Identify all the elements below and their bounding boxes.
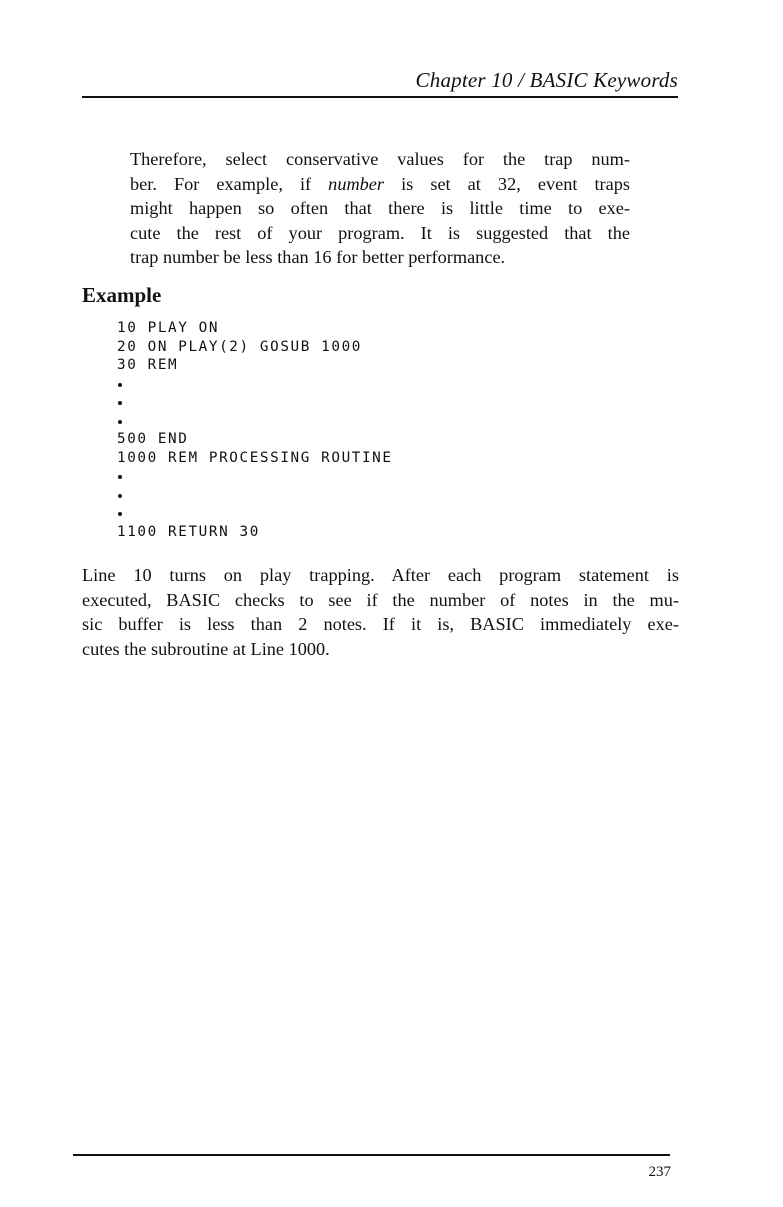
intro-paragraph: [130, 147, 630, 270]
running-head: [82, 66, 678, 98]
ellipsis-dot: [117, 393, 393, 412]
code-line: 10 PLAY ON: [117, 320, 220, 336]
explanation-line: Line 10 turns on play trapping. After each program statement is: [82, 565, 679, 585]
intro-line-emphasis: ber. For example, if number is set at 32, event traps: [130, 173, 631, 194]
intro-line: Therefore, select conservative values for the trap num-: [130, 149, 630, 169]
code-line: 30 REM: [117, 357, 179, 373]
explanation-line: cutes the subroutine at Line 1000.: [82, 638, 330, 659]
ellipsis-dot: [117, 486, 393, 505]
ellipsis-dot: [117, 467, 393, 486]
intro-line: trap number be less than 16 for better performance.: [130, 247, 506, 267]
running-head-title: Chapter 10 / BASIC Keywords: [415, 68, 678, 92]
ellipsis-dot: [117, 412, 393, 431]
code-listing: [117, 319, 393, 541]
emphasis-term: number: [328, 173, 385, 194]
page-number: 237: [648, 1164, 671, 1180]
section-heading: Example: [82, 283, 162, 307]
intro-line: might happen so often that there is little time to exe-: [130, 198, 630, 218]
footer-rule: [73, 1154, 670, 1156]
code-line: 500 END: [117, 431, 189, 447]
explanation-line: executed, BASIC checks to see if the number of notes in the mu-: [82, 589, 679, 610]
explanation-paragraph: [82, 563, 679, 661]
explanation-line: sic buffer is less than 2 notes. If it is, BASIC immediately exe-: [82, 614, 679, 634]
code-line: 1000 REM PROCESSING ROUTINE: [117, 449, 393, 466]
ellipsis-dot: [117, 375, 393, 394]
code-line: 1100 RETURN 30: [117, 523, 260, 540]
ellipsis-dot: [117, 504, 393, 523]
code-line: 20 ON PLAY(2) GOSUB 1000: [117, 338, 362, 355]
intro-line: cute the rest of your program. It is suggested that the: [130, 222, 630, 243]
